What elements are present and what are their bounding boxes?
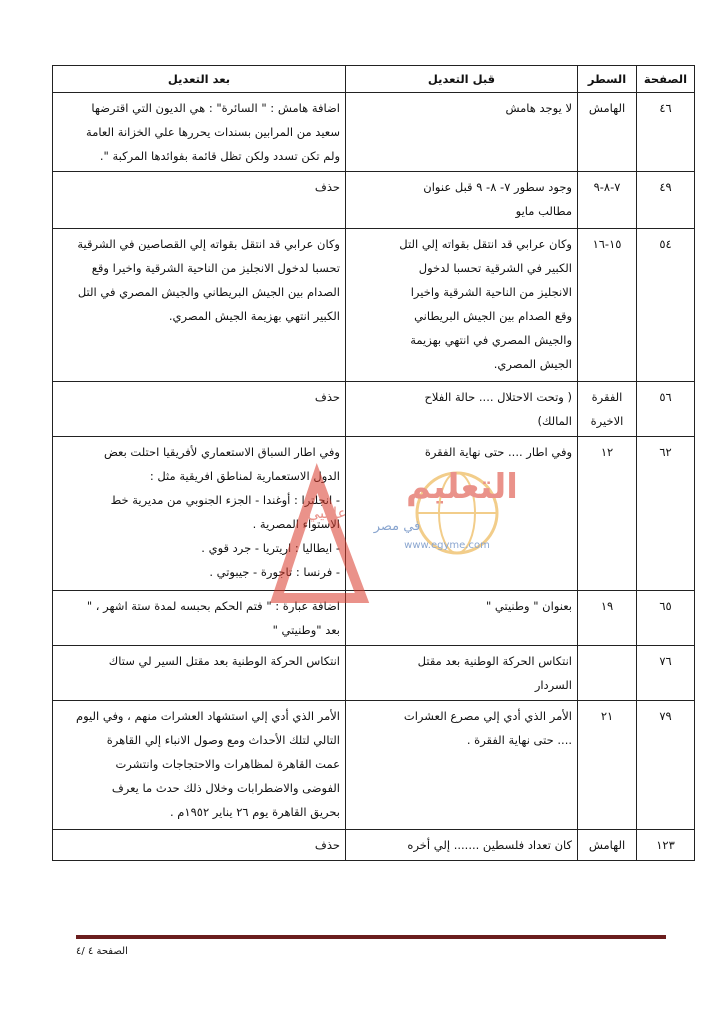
- errata-table: [52, 65, 695, 861]
- table-row: [53, 437, 695, 591]
- cell-after: [53, 591, 346, 646]
- cell-before: [346, 229, 578, 382]
- text-line: الانجليز من الناحية الشرقية واخيرا: [410, 285, 572, 299]
- text-line: وفي اطار السباق الاستعماري لأفريقيا احتلت بعض: [103, 445, 340, 459]
- text-line: حذف: [314, 838, 340, 852]
- header-after: بعد التعديل: [53, 66, 346, 93]
- text-line: وفي اطار .... حتى نهاية الفقرة: [424, 445, 572, 459]
- cell-line: ٢١: [578, 701, 637, 830]
- header-line: السطر: [578, 66, 637, 93]
- cell-line: الفقرة الاخيرة: [578, 382, 637, 437]
- text-line: انتكاس الحركة الوطنية بعد مقتل: [417, 654, 572, 668]
- watermark-side-text: علاتيي: [307, 504, 347, 522]
- cell-line: ٧-٨-٩: [578, 172, 637, 229]
- header-page: الصفحة: [637, 66, 695, 93]
- text-line: حذف: [314, 180, 340, 194]
- text-line: السردار: [534, 678, 572, 692]
- cell-before: [346, 382, 578, 437]
- header-before: قبل التعديل: [346, 66, 578, 93]
- table-header-row: [53, 66, 695, 93]
- text-line: وقع الصدام بين الجيش البريطاني: [414, 309, 572, 323]
- text-line: وكان عرابي قد انتقل بقواته إلي القصاصين في الشرقية: [77, 237, 340, 251]
- text-line: - انجلترا : أوغندا - الجزء الجنوبي من مديرية خط: [110, 493, 340, 507]
- text-line: اضافة عبارة : " فتم الحكم بحبسه لمدة ستة اشهر ، ": [86, 599, 340, 613]
- text-line: لا يوجد هامش: [505, 101, 572, 115]
- text-line: - فرنسا : تاجورة - جيبوتي .: [209, 565, 340, 579]
- table-row: [53, 382, 695, 437]
- cell-after: [53, 382, 346, 437]
- table-row: [53, 93, 695, 172]
- cell-page: ١٢٣: [637, 830, 695, 861]
- text-line: وجود سطور ٧- ٨- ٩ قبل عنوان: [423, 180, 572, 194]
- cell-after: [53, 172, 346, 229]
- text-line: الكبير في الشرقية تحسبا لدخول: [418, 261, 572, 275]
- text-line: .... حتى نهاية الفقرة .: [466, 733, 572, 747]
- cell-page: ٥٤: [637, 229, 695, 382]
- text-line: الصدام بين الجيش البريطاني والجيش المصري في التل: [77, 285, 340, 299]
- text-line: وكان عرابي قد انتقل بقواته إلي التل: [399, 237, 572, 251]
- text-line: بعد "وطنيتي ": [272, 623, 340, 637]
- cell-after: [53, 701, 346, 830]
- cell-page: ٦٢: [637, 437, 695, 591]
- table-row: [53, 229, 695, 382]
- table-row: [53, 172, 695, 229]
- cell-page: ٧٩: [637, 701, 695, 830]
- watermark-url-text: www.egyme.com: [404, 540, 490, 551]
- text-line: الدول الاستعمارية لمناطق افريقية مثل :: [149, 469, 340, 483]
- cell-before: [346, 830, 578, 861]
- watermark-sub-text: في مصر: [373, 519, 421, 534]
- text-line: المالك): [537, 414, 572, 428]
- cell-page: ٦٥: [637, 591, 695, 646]
- text-line: الفوضى والاضطرابات وخلال ذلك حدث ما يعرف: [111, 781, 340, 795]
- cell-before: [346, 646, 578, 701]
- text-line: الأمر الذي أدي إلي استشهاد العشرات منهم ، وفي اليوم: [75, 709, 340, 723]
- text-line: سعيد من المرابين بسندات يحررها علي الخزانة العامة: [86, 125, 340, 139]
- cell-after: [53, 93, 346, 172]
- footer-rule: [76, 935, 666, 939]
- cell-before: [346, 172, 578, 229]
- text-line: اضافة هامش : " السائرة" : هي الديون التي اقترضها: [91, 101, 340, 115]
- cell-page: ٥٦: [637, 382, 695, 437]
- text-line: ( وتحت الاحتلال .... حالة الفلاح: [424, 390, 572, 404]
- table-row: [53, 830, 695, 861]
- text-line: والجيش المصري في انتهي بهزيمة: [410, 333, 572, 347]
- text-line: عمت القاهرة لمظاهرات والاحتجاجات وانتشرت: [115, 757, 340, 771]
- text-line: التالي لتلك الأحداث ومع وصول الانباء إلي القاهرة: [106, 733, 340, 747]
- cell-before: [346, 93, 578, 172]
- text-line: الكبير انتهي بهزيمة الجيش المصري.: [168, 309, 340, 323]
- text-line: انتكاس الحركة الوطنية بعد مقتل السير لي ستاك: [108, 654, 340, 668]
- text-line: - ايطاليا : اريتريا - جرد قوي .: [201, 541, 340, 555]
- cell-after: [53, 437, 346, 591]
- table-row: [53, 646, 695, 701]
- text-line: مطالب مايو: [515, 204, 572, 218]
- cell-before: [346, 437, 578, 591]
- cell-page: ٤٩: [637, 172, 695, 229]
- text-line: الجيش المصري.: [493, 357, 572, 371]
- cell-after: [53, 229, 346, 382]
- cell-line: ١٢: [578, 437, 637, 591]
- cell-line: الهامش: [578, 830, 637, 861]
- text-line: الاستواء المصرية .: [252, 517, 340, 531]
- text-line: كان تعداد فلسطين ....... إلي أخره: [407, 838, 572, 852]
- cell-line: [578, 646, 637, 701]
- text-line: بحريق القاهرة يوم ٢٦ يناير ١٩٥٢م .: [169, 805, 340, 819]
- footer-page-number: الصفحة ٤ /٤: [76, 946, 128, 957]
- text-line: تحسبا لدخول الانجليز من الناحية الشرقية واخيرا وقع: [91, 261, 340, 275]
- cell-after: [53, 646, 346, 701]
- cell-page: ٧٦: [637, 646, 695, 701]
- cell-page: ٤٦: [637, 93, 695, 172]
- cell-before: [346, 591, 578, 646]
- cell-line: ١٩: [578, 591, 637, 646]
- watermark-main-text: التعليم: [406, 467, 518, 507]
- table-row: [53, 701, 695, 830]
- table-row: [53, 591, 695, 646]
- text-line: حذف: [314, 390, 340, 404]
- cell-after: [53, 830, 346, 861]
- text-line: الأمر الذي أدي إلي مصرع العشرات: [403, 709, 572, 723]
- cell-line: الهامش: [578, 93, 637, 172]
- text-line: بعنوان " وطنيتي ": [485, 599, 572, 613]
- text-line: ولم تكن تسدد ولكن تظل قائمة بفوائدها المركبة ".: [99, 149, 340, 163]
- cell-before: [346, 701, 578, 830]
- cell-line: ١٥-١٦: [578, 229, 637, 382]
